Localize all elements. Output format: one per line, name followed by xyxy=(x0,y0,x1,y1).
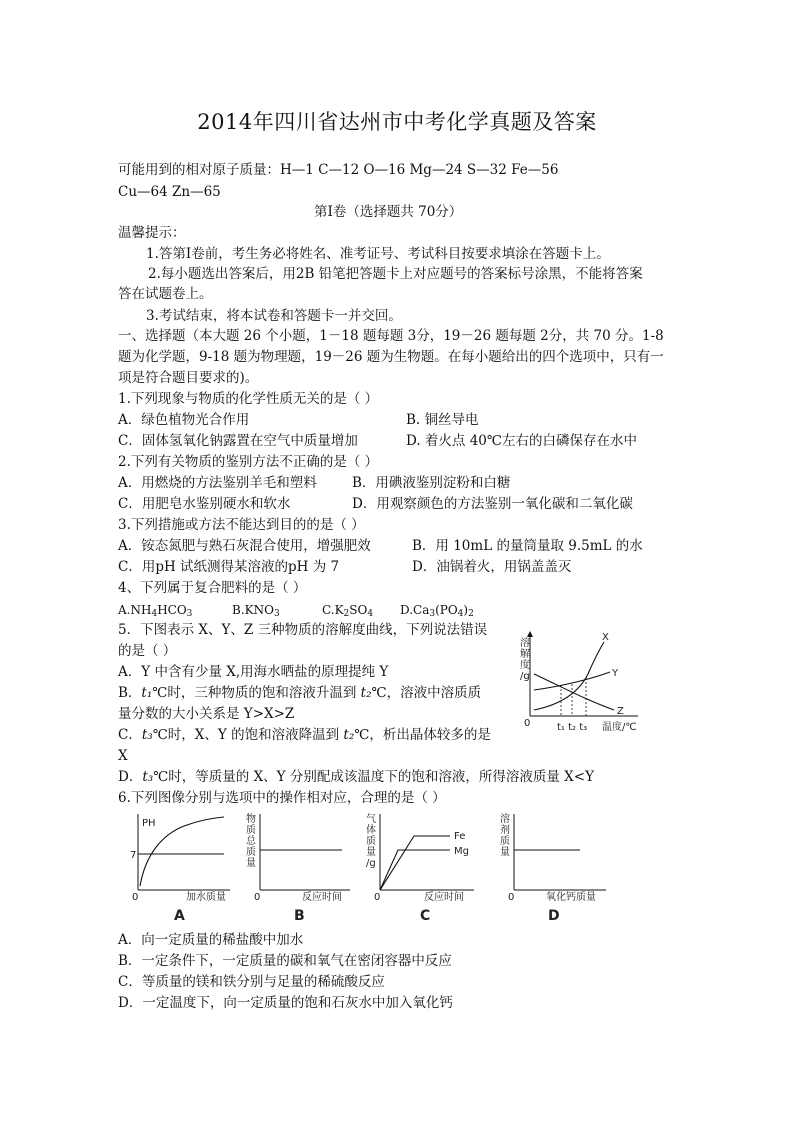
graph-a-ylabel: PH xyxy=(142,818,156,829)
graph-b-ylabel-5: 量 xyxy=(246,858,256,869)
tip-2-cont: 答在试题卷上。 xyxy=(118,286,213,302)
part1-instructions-2: 题为化学题，9-18 题为物理题，19－26 题为生物题。在每小题给出的四个选项中，只有一 xyxy=(118,349,664,365)
graph-b xyxy=(244,812,354,924)
solubility-curve-figure xyxy=(514,630,644,740)
graph-c-ylabel: 气 xyxy=(366,814,376,825)
q6-option-d: D．一定温度下，向一定质量的饱和石灰水中加入氧化钙 xyxy=(118,995,453,1011)
q3-option-d: D．油锅着火，用锅盖盖灭 xyxy=(412,559,572,575)
graph-a-origin: 0 xyxy=(132,892,139,903)
graph-c-caption: C xyxy=(420,908,431,924)
x-axis-label: 温度/℃ xyxy=(602,722,637,733)
graph-c-mg-label: Mg xyxy=(454,846,469,857)
q6-option-b: B．一定条件下，一定质量的碳和氧气在密闭容器中反应 xyxy=(118,953,452,969)
q2-option-b: B．用碘液鉴别淀粉和白糖 xyxy=(352,475,511,491)
y-axis-label-3: 度 xyxy=(520,660,530,671)
y-axis-label-4: /g xyxy=(520,671,530,682)
q5-option-b-2: 量分数的大小关系是 Y>X>Z xyxy=(118,706,295,722)
tips-heading: 温馨提示： xyxy=(118,225,186,241)
q6-stem: 6.下列图像分别与选项中的操作相对应，合理的是（ ） xyxy=(118,790,446,806)
graph-b-ylabel-2: 质 xyxy=(246,825,256,836)
graph-c-ylabel-2: 体 xyxy=(366,825,376,836)
graph-c xyxy=(362,812,488,924)
q1-option-b: B. 铜丝导电 xyxy=(406,412,479,428)
graph-c-mg-line xyxy=(380,850,450,890)
curve-y xyxy=(534,672,610,690)
section-header: 第Ⅰ卷（选择题共 70分） xyxy=(314,204,463,220)
q1-stem: 1.下列现象与物质的化学性质无关的是（ ） xyxy=(118,391,379,407)
page-title: 2014年四川省达州市中考化学真题及答案 xyxy=(197,110,597,134)
q6-option-c: C．等质量的镁和铁分别与足量的稀硫酸反应 xyxy=(118,974,385,990)
q3-option-a: A．铵态氮肥与熟石灰混合使用，增强肥效 xyxy=(118,538,371,554)
part1-instructions-3: 项是符合题目要求的)。 xyxy=(118,370,259,386)
graph-b-ylabel-3: 总 xyxy=(246,836,256,847)
graph-c-fe-line xyxy=(380,836,450,890)
graph-d-origin: 0 xyxy=(508,892,515,903)
graph-c-ylabel-4: 量 xyxy=(366,847,376,858)
graph-b-caption: B xyxy=(294,908,305,924)
tip-1: 1.答第Ⅰ卷前，考生务必将姓名、准考证号、考试科目按要求填涂在答题卡上。 xyxy=(146,246,610,262)
q4-option-b: $B.KNO_3$ xyxy=(232,603,280,619)
q6-option-a: A．向一定质量的稀盐酸中加水 xyxy=(118,932,304,948)
q3-option-b: B．用 10mL 的量筒量取 9.5mL 的水 xyxy=(412,538,643,554)
tip-2: 2.每小题选出答案后，用2B 铅笔把答题卡上对应题号的答案标号涂黑，不能将答案 xyxy=(148,266,643,282)
curve-x xyxy=(534,642,604,710)
atomic-mass-line-2: Cu—64 Zn—65 xyxy=(118,184,221,200)
graph-d-ylabel-2: 剂 xyxy=(500,825,510,836)
graph-d xyxy=(496,812,612,924)
graph-c-ylabel-5: /g xyxy=(366,858,376,869)
graph-d-caption: D xyxy=(548,908,560,924)
y-axis-label-2: 解 xyxy=(520,649,530,660)
graph-d-xlabel: 氧化钙质量 xyxy=(546,892,596,903)
origin-label: 0 xyxy=(524,718,531,729)
graph-c-fe-label: Fe xyxy=(454,831,466,842)
graph-d-ylabel-4: 量 xyxy=(500,847,510,858)
q4-option-a: $A.NH_4HCO_3$ xyxy=(118,603,193,619)
graph-a-xlabel: 加水质量 xyxy=(186,892,226,903)
series-x-label: X xyxy=(602,632,609,643)
q1-option-c: C．固体氢氧化钠露置在空气中质量增加 xyxy=(118,433,358,449)
atomic-mass-line: 可能用到的相对原子质量：H—1 C—12 O—16 Mg—24 S—32 Fe—56 xyxy=(118,162,559,178)
graph-a-tick-7: 7 xyxy=(130,850,137,861)
q4-option-d: $D.Ca_3(PO_4)_2$ xyxy=(400,603,474,619)
graph-b-origin: 0 xyxy=(254,892,261,903)
q2-option-a: A．用燃烧的方法鉴别羊毛和塑料 xyxy=(118,475,317,491)
graph-b-ylabel-4: 质 xyxy=(246,847,256,858)
graph-c-xlabel: 反应时间 xyxy=(424,892,464,903)
q5-option-d: D．t₃℃时，等质量的 X、Y 分别配成该温度下的饱和溶液，所得溶液质量 X<Y xyxy=(118,769,595,785)
graph-b-xlabel: 反应时间 xyxy=(302,892,342,903)
q2-option-c: C．用肥皂水鉴别硬水和软水 xyxy=(118,496,291,512)
q5-stem: 5．下图表示 X、Y、Z 三种物质的溶解度曲线，下列说法错误 xyxy=(118,622,488,638)
q2-option-d: D．用观察颜色的方法鉴别一氧化碳和二氧化碳 xyxy=(352,496,633,512)
graph-c-origin: 0 xyxy=(374,892,381,903)
part1-instructions: 一、选择题（本大题 26 个小题，1－18 题每题 3分，19－26 题每题 2分，共 70 分。1-8 xyxy=(118,328,664,344)
graph-a xyxy=(124,812,234,924)
series-y-label: Y xyxy=(612,668,619,679)
q2-stem: 2.下列有关物质的鉴别方法不正确的是（ ） xyxy=(118,454,379,470)
q4-stem: 4、下列属于复合肥料的是（ ） xyxy=(118,580,307,596)
graph-d-ylabel: 溶 xyxy=(500,814,510,825)
q1-option-d: D. 着火点 40℃左右的白磷保存在水中 xyxy=(406,433,637,449)
q5-option-b: B．t₁℃时，三种物质的饱和溶液升温到 t₂℃，溶液中溶质质 xyxy=(118,685,482,701)
q5-stem-2: 的是（ ） xyxy=(118,643,177,659)
graph-d-ylabel-3: 质 xyxy=(500,836,510,847)
q1-option-a: A．绿色植物光合作用 xyxy=(118,412,250,428)
y-axis-label: 溶 xyxy=(520,638,530,649)
q3-option-c: C．用pH 试纸测得某溶液的pH 为 7 xyxy=(118,559,340,575)
q5-option-c-2: X xyxy=(118,748,128,764)
q5-option-a: A．Y 中含有少量 X,用海水晒盐的原理提纯 Y xyxy=(118,664,389,680)
t-ticks-label: t₁ t₂ t₃ xyxy=(557,722,588,733)
tip-3: 3.考试结束，将本试卷和答题卡一并交回。 xyxy=(146,308,402,324)
q5-option-c: C．t₃℃时，X、Y 的饱和溶液降温到 t₂℃，析出晶体较多的是 xyxy=(118,727,491,743)
series-z-label: Z xyxy=(617,706,624,717)
graph-a-caption: A xyxy=(174,908,185,924)
q4-option-c: $C.K_2SO_4$ xyxy=(322,603,374,619)
graph-b-ylabel: 物 xyxy=(246,814,256,825)
graph-c-ylabel-3: 质 xyxy=(366,836,376,847)
q3-stem: 3.下列措施或方法不能达到目的的是（ ） xyxy=(118,517,365,533)
